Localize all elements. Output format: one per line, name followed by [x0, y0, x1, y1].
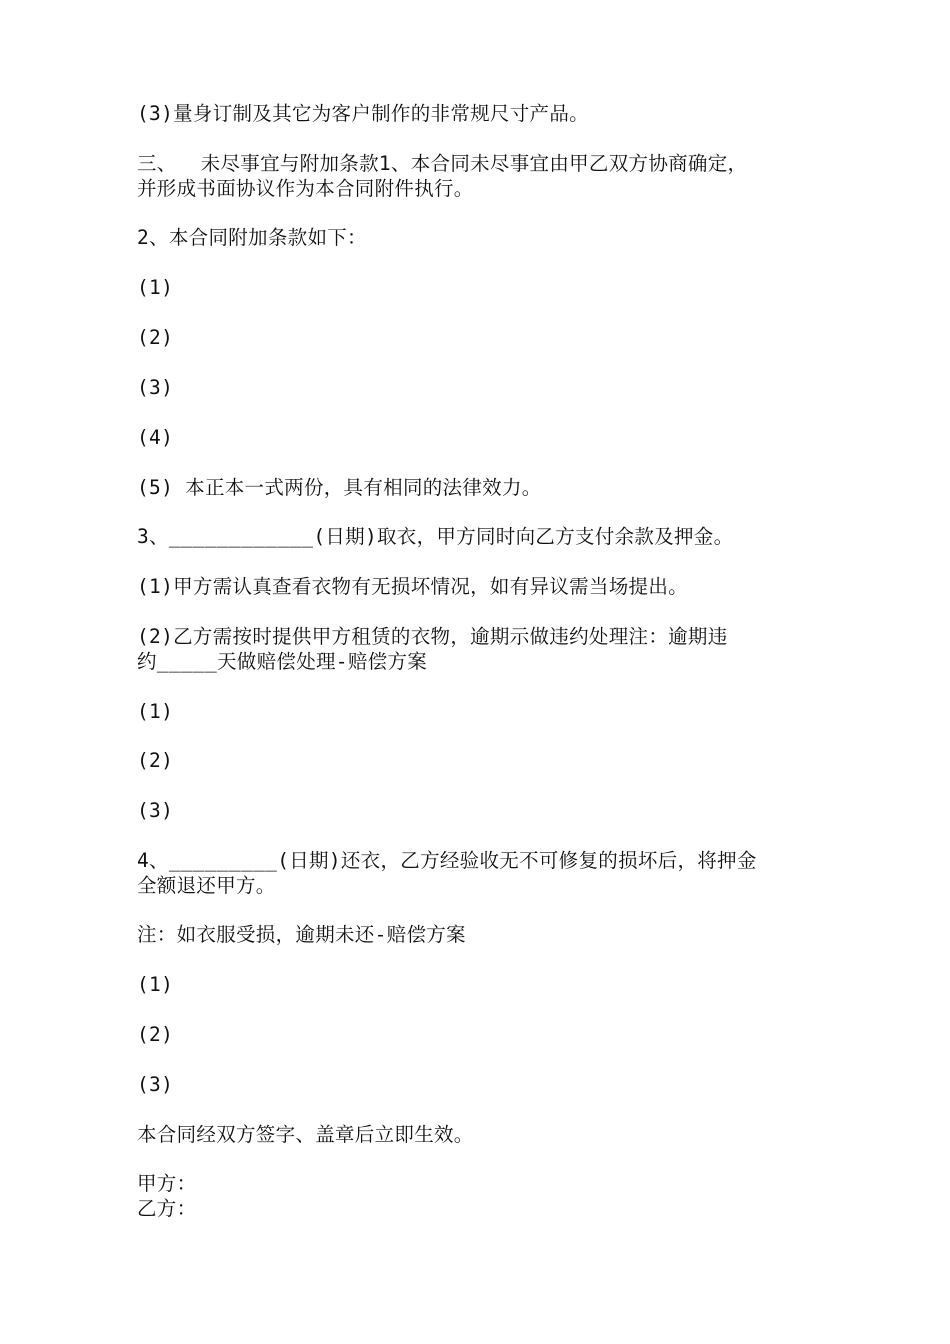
effective-clause: 本合同经双方签字、盖章后立即生效。: [137, 1123, 474, 1146]
section-3-heading-line: 三、 未尽事宜与附加条款1、本合同未尽事宜由甲乙双方协商确定，: [137, 152, 748, 175]
clause-3-custom-products: (3)量身订制及其它为客户制作的非常规尺寸产品。: [137, 102, 589, 125]
additional-term-5: (5) 本正本一式两份，具有相同的法律效力。: [137, 476, 542, 499]
additional-terms-intro: 2、本合同附加条款如下：: [137, 226, 367, 249]
return-clause: 4、_________(日期)还衣，乙方经验收无不可修复的损坏后，将押金: [137, 849, 757, 872]
additional-term-4: (4): [137, 426, 174, 449]
pickup-subclause-2-continuation: 约_____天做赔偿处理-赔偿方案: [137, 650, 428, 673]
return-clause-continuation: 全额退还甲方。: [137, 874, 276, 897]
additional-term-1: (1): [137, 276, 174, 299]
compensation-item-2: (2): [137, 749, 174, 772]
damage-item-3: (3): [137, 1073, 174, 1096]
damage-note: 注：如衣服受损，逾期未还-赔偿方案: [137, 923, 466, 946]
pickup-subclause-1: (1)甲方需认真查看衣物有无损坏情况，如有异议需当场提出。: [137, 575, 688, 598]
damage-item-2: (2): [137, 1023, 174, 1046]
pickup-clause: 3、____________(日期)取衣，甲方同时向乙方支付余款及押金。: [137, 525, 734, 548]
damage-item-1: (1): [137, 973, 174, 996]
additional-term-3: (3): [137, 376, 174, 399]
party-a-signature-label: 甲方：: [137, 1172, 197, 1195]
party-b-signature-label: 乙方：: [137, 1197, 197, 1220]
additional-term-2: (2): [137, 326, 174, 349]
section-3-continuation: 并形成书面协议作为本合同附件执行。: [137, 177, 474, 200]
compensation-item-1: (1): [137, 700, 174, 723]
pickup-subclause-2: (2)乙方需按时提供甲方租赁的衣物，逾期示做违约处理注：逾期违: [137, 625, 728, 648]
compensation-item-3: (3): [137, 799, 174, 822]
